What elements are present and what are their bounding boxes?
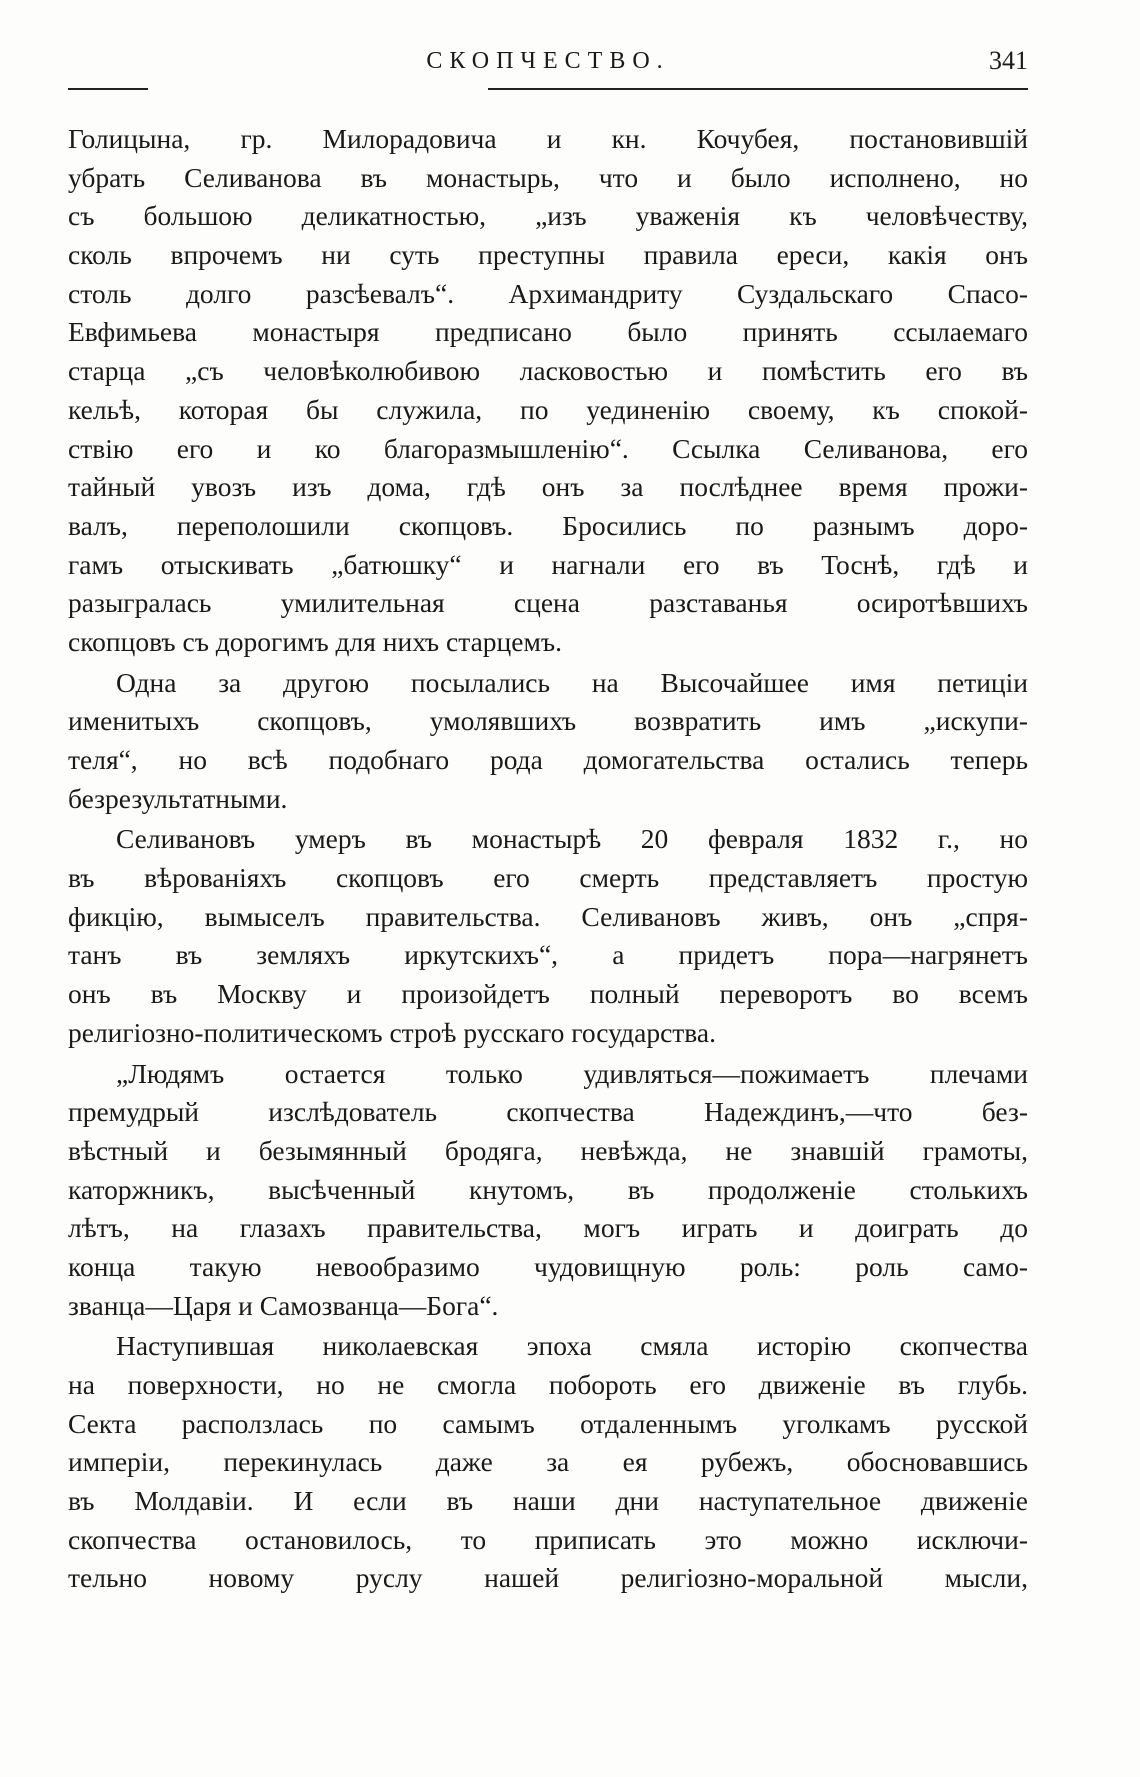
body-text bbox=[68, 120, 1028, 1598]
text-line: убрать Селиванова въ монастырь, что и было исполнено, но bbox=[68, 161, 1028, 193]
text-line: гамъ отыскивать „батюшку“ и нагнали его въ Тоснѣ, гдѣ и bbox=[68, 548, 1028, 580]
text-line: званца—Царя и Самозванца—Бога“. bbox=[68, 1289, 499, 1321]
text-line: сколь впрочемъ ни суть преступны правила ереси, какія онъ bbox=[68, 239, 1028, 271]
text-line: Голицына, гр. Милорадовича и кн. Кочубея, постановившій bbox=[68, 123, 1028, 154]
running-title: СКОПЧЕСТВО. bbox=[426, 48, 670, 74]
text-line: кельѣ, которая бы служила, по уединенію своему, къ спокой- bbox=[68, 393, 1028, 425]
text-line: премудрый изслѣдователь скопчества Надеждинъ,—что без- bbox=[68, 1096, 1028, 1128]
text-line: разыгралась умилительная сцена разставанья осиротѣвшихъ bbox=[68, 587, 1028, 619]
text-line: Секта расползлась по самымъ отдаленнымъ уголкамъ русской bbox=[68, 1407, 1028, 1439]
text-line: Селивановъ умеръ въ монастырѣ 20 февраля 1832 г., но bbox=[116, 823, 1028, 855]
text-line: валъ, переполошили скопцовъ. Бросились по разнымъ доро- bbox=[68, 509, 1028, 541]
text-line: въ вѣрованіяхъ скопцовъ его смерть представляетъ простую bbox=[68, 862, 1028, 894]
text-line: именитыхъ скопцовъ, умолявшихъ возвратить имъ „искупи- bbox=[68, 705, 1028, 737]
text-line: каторжникъ, высѣченный кнутомъ, въ продолженіе столькихъ bbox=[68, 1173, 1028, 1205]
text-line: „Людямъ остается только удивляться—пожимаетъ плечами bbox=[116, 1057, 1028, 1089]
text-line: съ большою деликатностью, „изъ уваженія къ человѣчеству, bbox=[68, 200, 1028, 232]
text-line: Одна за другою посылались на Высочайшее имя петиціи bbox=[116, 666, 1028, 698]
header-rule-right bbox=[488, 88, 1028, 90]
text-line: скопчества остановилось, то приписать это можно исключи- bbox=[68, 1523, 1028, 1555]
text-line: тайный увозъ изъ дома, гдѣ онъ за послѣднее время прожи- bbox=[68, 471, 1028, 503]
text-line: на поверхности, но не смогла побороть его движеніе въ глубь. bbox=[68, 1369, 1028, 1400]
page-header bbox=[68, 42, 1028, 94]
text-line: тельно новому руслу нашей религіозно-моральной мысли, bbox=[68, 1562, 1028, 1594]
text-line: конца такую невообразимо чудовищную роль: роль само- bbox=[68, 1250, 1028, 1282]
text-line: старца „съ человѣколюбивою ласковостью и помѣстить его въ bbox=[68, 355, 1028, 387]
text-line: столь долго разсѣевалъ“. Архимандриту Суздальскаго Спасо- bbox=[68, 277, 1028, 309]
text-line: лѣтъ, на глазахъ правительства, могъ играть и доиграть до bbox=[68, 1212, 1028, 1244]
text-line: фикцію, вымыселъ правительства. Селивановъ живъ, онъ „спря- bbox=[68, 900, 1028, 932]
text-line: онъ въ Москву и произойдетъ полный переворотъ во всемъ bbox=[68, 978, 1028, 1010]
text-line: въ Молдавіи. И если въ наши дни наступательное движеніе bbox=[68, 1485, 1028, 1517]
text-line: имперіи, перекинулась даже за ея рубежъ, обосновавшись bbox=[68, 1446, 1028, 1478]
text-line: безрезультатными. bbox=[68, 782, 288, 814]
text-line: Наступившая николаевская эпоха смяла исторію скопчества bbox=[116, 1330, 1028, 1362]
header-rule-left bbox=[68, 88, 148, 90]
text-line: Евфимьева монастыря предписано было принять ссылаемаго bbox=[68, 316, 1028, 348]
text-line: вѣстный и безымянный бродяга, невѣжда, не знавшій грамоты, bbox=[68, 1134, 1028, 1166]
text-line: религіозно-политическомъ строѣ русскаго государства. bbox=[68, 1016, 716, 1048]
text-line: скопцовъ съ дорогимъ для нихъ старцемъ. bbox=[68, 625, 562, 657]
page-number: 341 bbox=[989, 46, 1028, 75]
text-line: танъ въ земляхъ иркутскихъ“, а придетъ пора—нагрянетъ bbox=[68, 939, 1028, 971]
text-line: теля“, но всѣ подобнаго рода домогательства остались теперь bbox=[68, 744, 1028, 775]
text-line: ствію его и ко благоразмышленію“. Ссылка Селиванова, его bbox=[68, 432, 1028, 464]
